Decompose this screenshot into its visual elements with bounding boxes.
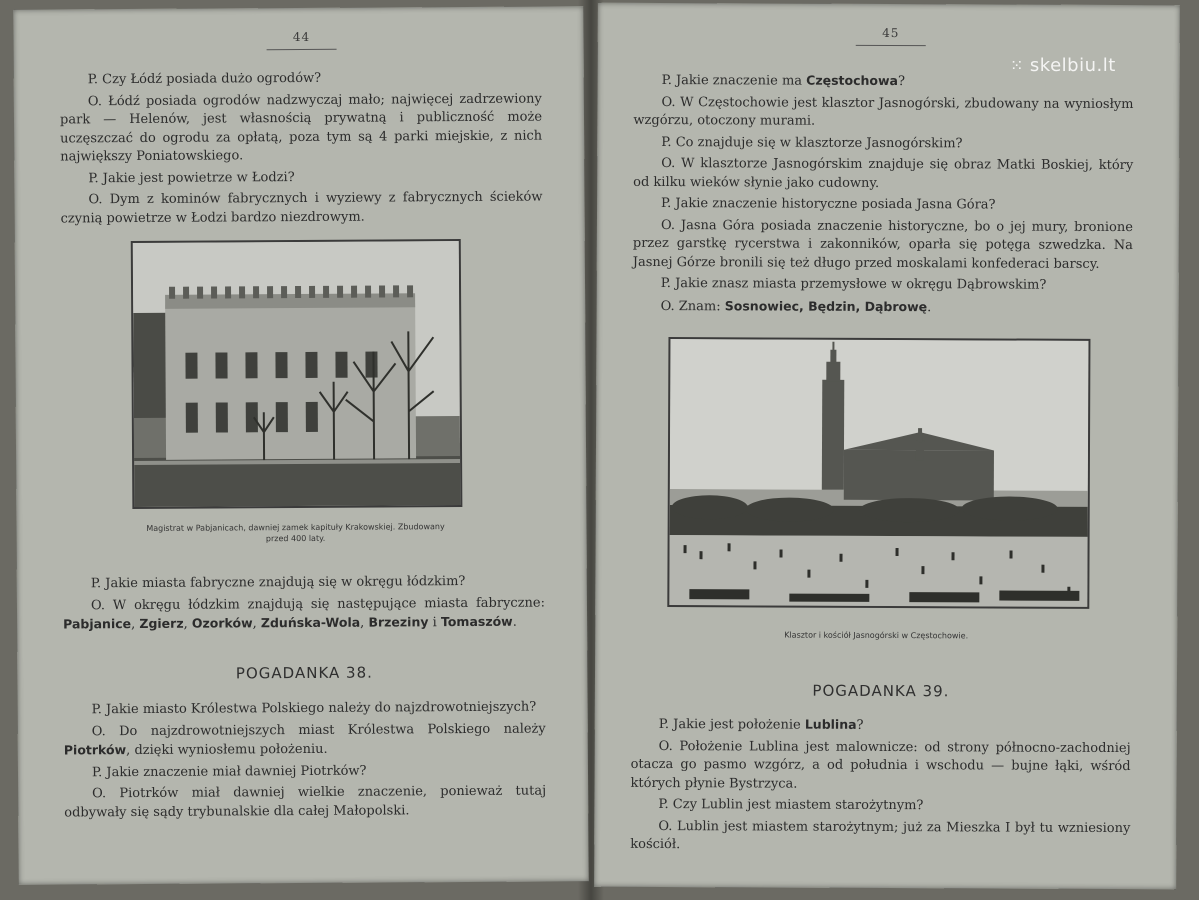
qa-label: O. <box>91 723 106 739</box>
qa-paragraph <box>64 720 546 761</box>
page-number: 45 <box>882 25 900 41</box>
town-name: Zduńska-Wola <box>260 614 361 631</box>
text-block-middle <box>63 573 545 638</box>
section-heading: POGADANKA 38. <box>235 663 373 683</box>
connector-word: i <box>432 615 437 631</box>
town-name: Sosnowiec, Będzin, Dąbrowę <box>724 297 928 314</box>
qa-text: W Częstochowie jest klasztor Jasnogórski, zbudowany na wyniosłym wzgórzu, otoczony murami. <box>633 94 1134 129</box>
qa-paragraph <box>60 90 542 167</box>
qa-label: O. <box>88 192 103 208</box>
qa-paragraph <box>64 761 546 782</box>
qa-paragraph <box>630 737 1130 795</box>
qa-text: Jakie miasta fabryczne znajdują się w okręgu łódzkim? <box>105 573 466 592</box>
qa-text: Piotrków miał dawniej wielkie znaczenie, ponieważ tutaj odbywały się sądy trybunalskie dla całej Małopolski. <box>64 783 547 820</box>
qa-paragraph <box>60 167 542 188</box>
sentence-end: . <box>512 614 517 630</box>
town-name: Brzeziny <box>368 614 429 630</box>
qa-text: W okręgu łódzkim znajdują się następujące miasta fabryczne: <box>112 595 546 613</box>
qa-label: P. <box>88 170 99 186</box>
qa-paragraph <box>60 69 542 90</box>
qa-text: Jasna Góra posiada znaczenie historyczne, bo o jej mury, bronione przez garstkę rycerstwa i zakonników, oparła się potęga szwedzka. Na Jasnej Górze bronili się też długo przed moskalami konfederaci barscy. <box>632 217 1133 272</box>
qa-text: Do najzdrowotniejszych miast Królestwa Polskiego należy <box>119 721 546 739</box>
qa-label: P. <box>660 276 671 292</box>
section-heading: POGADANKA 39. <box>812 681 950 701</box>
qa-label: O. <box>658 738 673 754</box>
qa-text: Czy Łódź posiada dużo ogrodów? <box>102 70 322 88</box>
qa-text: Łódź posiada ogrodów nadzwyczaj mało; najwięcej zadrzewiony park — Helenów, jest własnością prywatną i publiczność może uczęszczać do ogrodu za opłatą, poza tym są 4 parki miejskie, z nich największy Poniatowskiego. <box>59 91 543 165</box>
qa-text: Dym z kominów fabrycznych i wyziewy z fabrycznych ścieków czynią powietrze w Łodzi bardzo niezdrowym. <box>60 189 543 226</box>
qa-paragraph <box>630 796 1130 817</box>
qa-text: Jakie miasto Królestwa Polskiego należy do najzdrowotniejszych? <box>105 699 537 718</box>
qa-text: Jakie znaczenie historyczne posiada Jasna Góra? <box>675 196 996 213</box>
qa-paragraph <box>633 93 1133 132</box>
photo-caption: Magistrat w Pabjanicach, dawniej zamek kapituły Krakowskiej. Zbudowany przed 400 laty. <box>146 522 445 544</box>
monastery-illustration <box>669 339 1088 607</box>
qa-label: O. <box>661 94 676 110</box>
qa-text: Jakie znaczenie ma <box>675 73 803 89</box>
qa-paragraph <box>633 195 1133 216</box>
town-hall-illustration <box>133 241 461 507</box>
watermark <box>1010 55 1116 76</box>
qa-label: O. <box>658 818 673 834</box>
town-name: Tomaszów <box>440 613 513 630</box>
qa-text: W klasztorze Jasnogórskim znajduje się obraz Matki Boskiej, który od kilku wieków słynie jako cudowny. <box>633 156 1134 191</box>
qa-paragraph <box>64 783 546 823</box>
town-name: Pabjanice <box>63 616 132 632</box>
page-number-rule <box>267 49 337 50</box>
qa-text: Jakie znaczenie miał dawniej Piotrków? <box>106 763 367 780</box>
qa-label: P. <box>91 764 103 780</box>
text-block-bottom <box>630 715 1131 860</box>
qa-label: P. <box>658 717 670 733</box>
page-number-rule <box>856 45 926 46</box>
qa-label: O. <box>92 786 107 802</box>
qa-label: P. <box>87 72 99 88</box>
photo-pabianice-town-hall <box>131 239 463 509</box>
qa-label: P. <box>91 702 102 718</box>
qa-label: P. <box>661 73 672 89</box>
qa-text: ? <box>897 74 906 90</box>
qa-text: Lublin jest miastem starożytnym; już za Mieszka I był tu wzniesiony kościół. <box>630 818 1131 853</box>
text-block-bottom <box>64 699 547 826</box>
right-page <box>594 3 1180 890</box>
qa-text: . <box>927 299 932 315</box>
text-block-top <box>633 71 1134 321</box>
qa-text: Czy Lublin jest miastem starożytnym? <box>672 797 924 814</box>
qa-paragraph <box>630 817 1130 856</box>
qa-label: O. <box>87 93 102 109</box>
town-name: Częstochowa <box>806 72 899 89</box>
qa-label: P. <box>90 576 102 592</box>
photo-jasna-gora-monastery <box>667 337 1090 609</box>
photo-caption: Klasztor i kościół Jasnogórski w Częstochowie. <box>784 630 969 641</box>
qa-label: P. <box>658 797 669 813</box>
qa-paragraph <box>633 155 1133 194</box>
qa-paragraph <box>633 275 1133 296</box>
qa-text: , dzięki wyniosłemu położeniu. <box>126 741 328 759</box>
dots-grid-icon: ⁙ <box>1010 56 1024 75</box>
qa-label: O. <box>661 156 676 172</box>
qa-label: P. <box>661 134 672 150</box>
qa-text: Co znajduje się w klasztorze Jasnogórskim? <box>675 134 963 151</box>
qa-paragraph <box>633 216 1133 274</box>
qa-label: O. <box>660 217 676 233</box>
qa-label: O. <box>660 298 675 314</box>
page-number: 44 <box>292 29 311 45</box>
town-name: Zgierz <box>139 615 184 631</box>
qa-paragraph <box>60 189 542 229</box>
qa-paragraph <box>63 573 545 594</box>
qa-label: O. <box>90 597 106 613</box>
qa-text: ? <box>856 717 864 733</box>
qa-paragraph <box>633 133 1133 154</box>
qa-paragraph: O. W okręgu łódzkim znajdują się następujące miasta fabryczne: Pabjanice, Zgierz, Ozorków, Zduńska-Wola, Brzeziny i Tomaszów. <box>63 595 546 633</box>
qa-paragraph <box>64 699 546 720</box>
qa-label: P. <box>661 196 672 212</box>
watermark-text: skelbiu.lt <box>1029 55 1116 76</box>
qa-text: Jakie jest powietrze w Łodzi? <box>102 169 295 186</box>
qa-paragraph <box>633 296 1133 318</box>
qa-paragraph <box>631 715 1131 737</box>
qa-text: Jakie jest położenie <box>673 717 801 733</box>
town-name: Lublina <box>804 716 857 732</box>
town-name: Ozorków <box>191 615 253 631</box>
left-page <box>13 6 588 884</box>
qa-text: Jakie znasz miasta przemysłowe w okręgu Dąbrowskim? <box>675 276 1047 293</box>
town-name: Piotrków <box>63 742 127 758</box>
text-block-top <box>60 69 543 232</box>
qa-text: Znam: <box>678 298 721 314</box>
qa-text: Położenie Lublina jest malownicze: od strony północno-zachodniej otacza go pasmo wzgórz, a od południa i wschodu — bujne łąki, wśród których płynie Bystrzyca. <box>630 738 1131 792</box>
